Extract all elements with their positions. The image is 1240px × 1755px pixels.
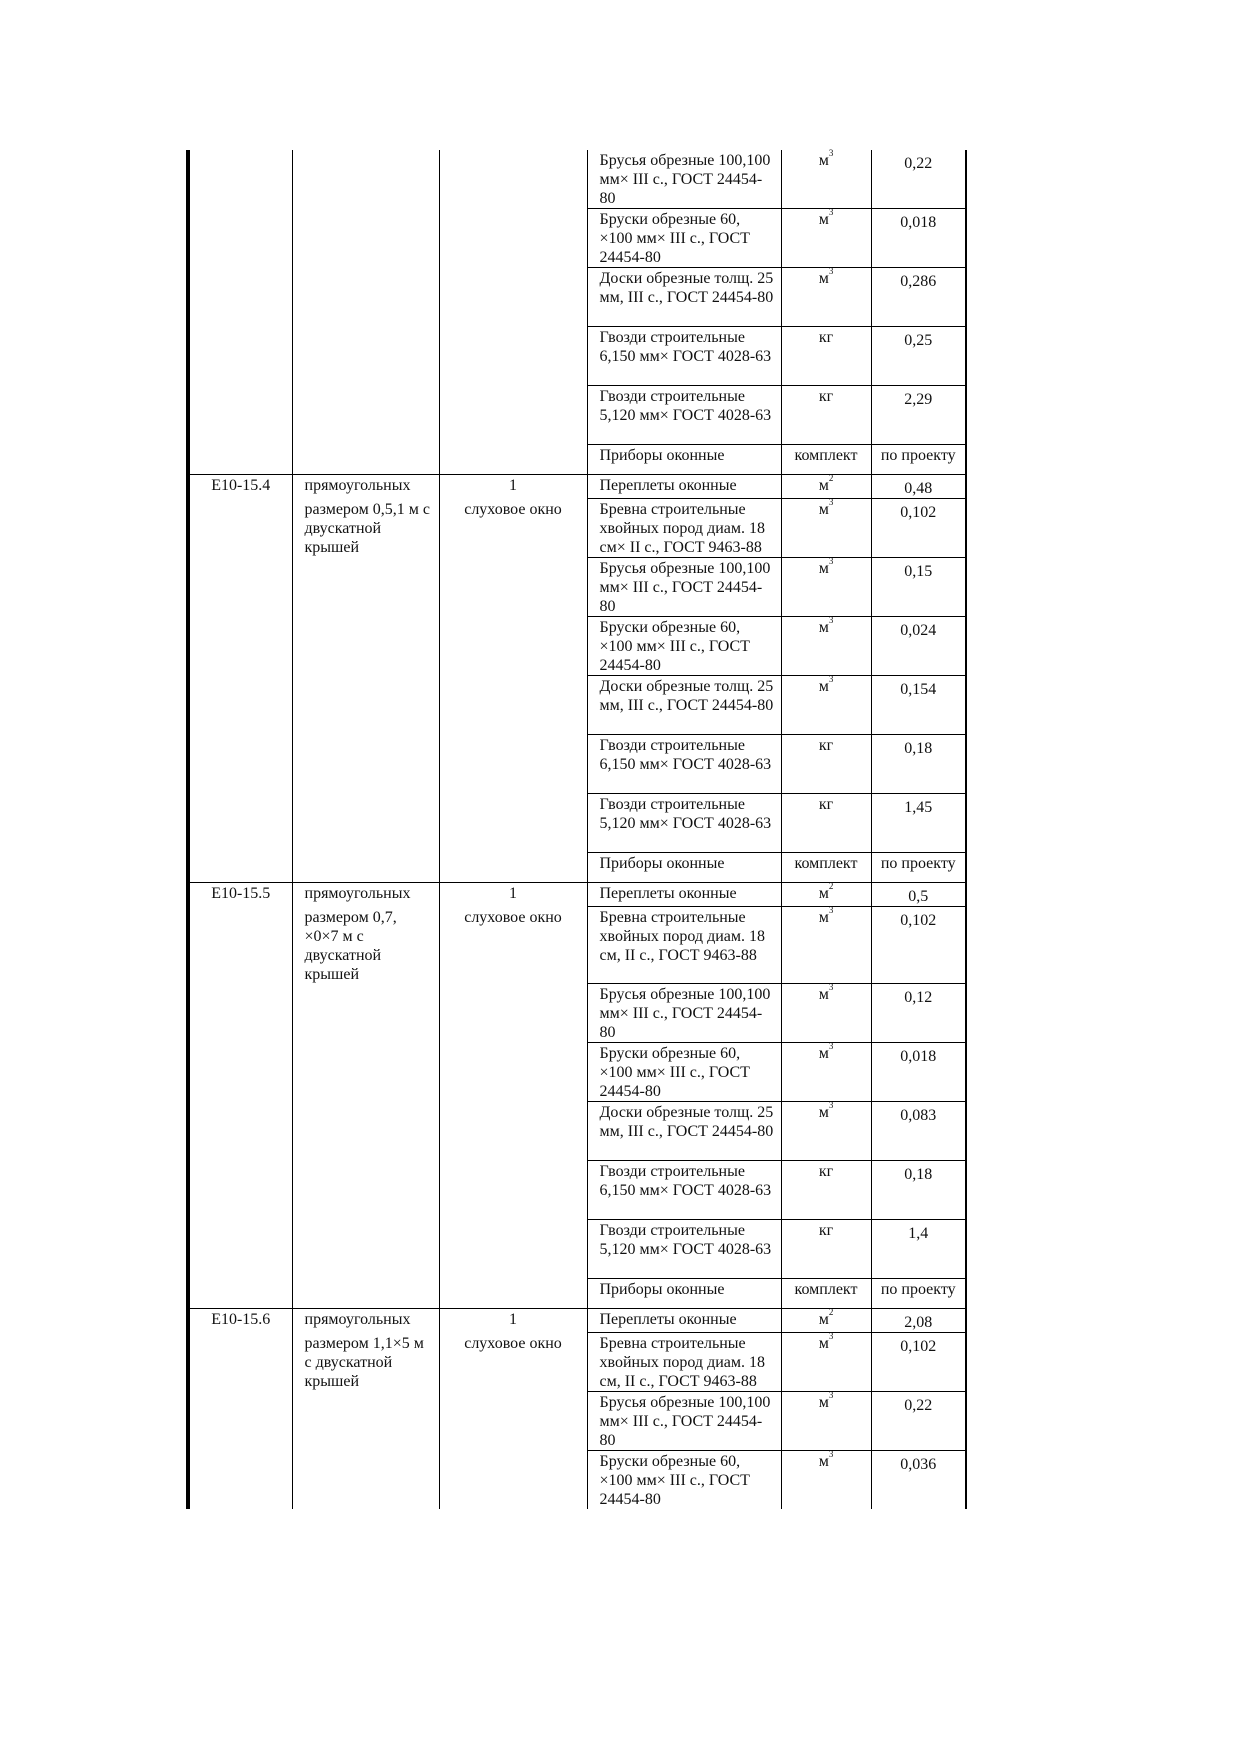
code-cell: [188, 907, 292, 984]
unit-cell: [781, 673, 871, 735]
unit-exponent: 3: [828, 496, 834, 507]
work-name-cell: [292, 1043, 439, 1102]
quantity-cell: 0,018: [871, 1043, 966, 1102]
quantity-cell: 0,036: [871, 1451, 966, 1510]
quantity-cell: 1,45: [871, 794, 966, 853]
count-cell: [439, 853, 587, 883]
unit-exponent: 3: [828, 1448, 834, 1459]
code-cell: [188, 1043, 292, 1102]
unit-text: кг: [818, 796, 834, 813]
unit-text: м: [818, 885, 829, 902]
count-cell: [439, 676, 587, 735]
unit-cell: [781, 794, 871, 853]
code-cell: Е10-15.4: [188, 475, 292, 499]
material-cell: Бруски обрезные 60, ×100 мм× III с., ГОСТ 24454-80: [587, 617, 781, 676]
unit-cell: [781, 445, 871, 475]
material-cell: Брусья обрезные 100,100 мм× III с., ГОСТ 24454-80: [587, 558, 781, 617]
quantity-cell: 0,25: [871, 327, 966, 386]
material-cell: Бревна строительные хвойных пород диам. 18 см, II с., ГОСТ 9463-88: [587, 907, 781, 984]
unit-cell: [781, 555, 871, 617]
table-row: [188, 499, 966, 558]
unit-text: комплект: [794, 855, 858, 872]
table-row: [188, 1220, 966, 1279]
count-cell: [439, 617, 587, 676]
unit-text: м: [818, 1311, 829, 1328]
quantity-cell: по проекту: [871, 853, 966, 883]
table-row: [188, 1392, 966, 1451]
table-row: [188, 150, 966, 209]
unit-exponent: 3: [828, 981, 834, 992]
table-row: [188, 558, 966, 617]
quantity-cell: 0,286: [871, 268, 966, 327]
unit-exponent: 2: [828, 1306, 834, 1317]
quantity-cell: 0,18: [871, 735, 966, 794]
material-cell: Брусья обрезные 100,100 мм× III с., ГОСТ 24454-80: [587, 150, 781, 209]
unit-text: м: [818, 1104, 829, 1121]
unit-text: комплект: [794, 1281, 858, 1298]
code-cell: [188, 1392, 292, 1451]
work-name-cell: размером 0,5,1 м с двускатной крышей: [292, 499, 439, 558]
code-cell: Е10-15.6: [188, 1309, 292, 1333]
table-row: [188, 794, 966, 853]
unit-exponent: 3: [828, 555, 834, 566]
unit-exponent: 3: [828, 614, 834, 625]
quantity-cell: 0,15: [871, 558, 966, 617]
unit-cell: [781, 981, 871, 1043]
code-cell: [188, 558, 292, 617]
unit-cell: [781, 904, 871, 984]
material-cell: Бревна строительные хвойных пород диам. 18 см, II с., ГОСТ 9463-88: [587, 1333, 781, 1392]
unit-exponent: 2: [828, 472, 834, 483]
count-cell: [439, 150, 587, 209]
material-cell: Гвозди строительные 6,150 мм× ГОСТ 4028-63: [587, 735, 781, 794]
table-row: [188, 735, 966, 794]
table-row: [188, 475, 966, 499]
code-cell: [188, 499, 292, 558]
table-row: [188, 907, 966, 984]
table-row: [188, 268, 966, 327]
quantity-cell: 0,22: [871, 1392, 966, 1451]
quantity-cell: 0,102: [871, 1333, 966, 1392]
table-row: [188, 984, 966, 1043]
work-name-cell: прямоугольных: [292, 883, 439, 907]
table-row: [188, 1451, 966, 1510]
table-row: [188, 617, 966, 676]
quantity-cell: 0,18: [871, 1161, 966, 1220]
unit-cell: [781, 1279, 871, 1309]
work-name-cell: [292, 853, 439, 883]
code-cell: [188, 735, 292, 794]
count-cell: [439, 386, 587, 445]
table-row: [188, 1309, 966, 1333]
unit-text: м: [818, 152, 829, 169]
count-cell: слуховое окно: [439, 907, 587, 984]
work-name-cell: [292, 1102, 439, 1161]
code-cell: [188, 209, 292, 268]
count-cell: [439, 1279, 587, 1309]
material-cell: Гвозди строительные 5,120 мм× ГОСТ 4028-63: [587, 1220, 781, 1279]
code-cell: [188, 1220, 292, 1279]
unit-exponent: 3: [828, 1330, 834, 1341]
unit-cell: [781, 1306, 871, 1333]
code-cell: [188, 150, 292, 209]
quantity-cell: 0,102: [871, 499, 966, 558]
count-cell: [439, 794, 587, 853]
unit-text: м: [818, 1394, 829, 1411]
work-name-cell: [292, 617, 439, 676]
table-row: [188, 1102, 966, 1161]
unit-cell: [781, 1448, 871, 1510]
unit-text: м: [818, 560, 829, 577]
norms-table-page: [186, 147, 964, 1509]
work-name-cell: [292, 676, 439, 735]
unit-text: м: [818, 270, 829, 287]
unit-cell: [781, 327, 871, 386]
code-cell: [188, 445, 292, 475]
count-cell: 1: [439, 475, 587, 499]
unit-cell: [781, 853, 871, 883]
unit-text: комплект: [794, 447, 858, 464]
unit-text: кг: [818, 1163, 834, 1180]
count-cell: [439, 735, 587, 794]
materials-table: [186, 147, 967, 1509]
material-cell: Переплеты оконные: [587, 475, 781, 499]
count-cell: [439, 1102, 587, 1161]
quantity-cell: 0,22: [871, 150, 966, 209]
unit-cell: [781, 1389, 871, 1451]
unit-exponent: 3: [828, 265, 834, 276]
unit-text: м: [818, 1453, 829, 1470]
quantity-cell: 2,29: [871, 386, 966, 445]
code-cell: [188, 794, 292, 853]
unit-text: м: [818, 1335, 829, 1352]
unit-cell: [781, 1040, 871, 1102]
unit-cell: [781, 1330, 871, 1392]
table-row: [188, 676, 966, 735]
quantity-cell: 0,024: [871, 617, 966, 676]
material-cell: Приборы оконные: [587, 853, 781, 883]
unit-exponent: 3: [828, 206, 834, 217]
work-name-cell: [292, 1220, 439, 1279]
unit-cell: [781, 472, 871, 499]
count-cell: [439, 327, 587, 386]
code-cell: [188, 1161, 292, 1220]
quantity-cell: 0,48: [871, 475, 966, 499]
work-name-cell: [292, 268, 439, 327]
material-cell: Переплеты оконные: [587, 1309, 781, 1333]
unit-exponent: 3: [828, 1099, 834, 1110]
code-cell: [188, 327, 292, 386]
unit-text: м: [818, 501, 829, 518]
quantity-cell: 0,5: [871, 883, 966, 907]
quantity-cell: 0,102: [871, 907, 966, 984]
table-row: [188, 1279, 966, 1309]
count-cell: 1: [439, 883, 587, 907]
unit-cell: [781, 386, 871, 445]
quantity-cell: 0,154: [871, 676, 966, 735]
material-cell: Бревна строительные хвойных пород диам. 18 см× II с., ГОСТ 9463-88: [587, 499, 781, 558]
work-name-cell: размером 1,1×5 м с двускатной крышей: [292, 1333, 439, 1392]
code-cell: [188, 853, 292, 883]
count-cell: [439, 1220, 587, 1279]
code-cell: [188, 984, 292, 1043]
count-cell: [439, 445, 587, 475]
quantity-cell: 0,018: [871, 209, 966, 268]
work-name-cell: [292, 794, 439, 853]
unit-text: кг: [818, 1222, 834, 1239]
work-name-cell: [292, 1279, 439, 1309]
table-row: [188, 445, 966, 475]
code-cell: [188, 1279, 292, 1309]
materials-table-body: [188, 147, 966, 1509]
work-name-cell: [292, 445, 439, 475]
material-cell: Доски обрезные толщ. 25 мм, III с., ГОСТ 24454-80: [587, 268, 781, 327]
count-cell: 1: [439, 1309, 587, 1333]
unit-cell: [781, 147, 871, 209]
code-cell: [188, 617, 292, 676]
code-cell: [188, 268, 292, 327]
unit-exponent: 3: [828, 1389, 834, 1400]
table-row: [188, 1333, 966, 1392]
unit-exponent: 3: [828, 673, 834, 684]
work-name-cell: [292, 558, 439, 617]
work-name-cell: размером 0,7, ×0×7 м с двускатной крышей: [292, 907, 439, 984]
code-cell: [188, 1333, 292, 1392]
unit-text: м: [818, 678, 829, 695]
work-name-cell: [292, 1161, 439, 1220]
work-name-cell: [292, 735, 439, 794]
work-name-cell: [292, 209, 439, 268]
unit-text: кг: [818, 737, 834, 754]
material-cell: Бруски обрезные 60, ×100 мм× III с., ГОСТ 24454-80: [587, 209, 781, 268]
material-cell: Бруски обрезные 60, ×100 мм× III с., ГОСТ 24454-80: [587, 1043, 781, 1102]
work-name-cell: [292, 1451, 439, 1510]
quantity-cell: 0,083: [871, 1102, 966, 1161]
unit-text: м: [818, 619, 829, 636]
work-name-cell: прямоугольных: [292, 1309, 439, 1333]
material-cell: Гвозди строительные 5,120 мм× ГОСТ 4028-63: [587, 386, 781, 445]
quantity-cell: 1,4: [871, 1220, 966, 1279]
material-cell: Приборы оконные: [587, 1279, 781, 1309]
material-cell: Брусья обрезные 100,100 мм× III с., ГОСТ 24454-80: [587, 984, 781, 1043]
work-name-cell: [292, 327, 439, 386]
unit-cell: [781, 1220, 871, 1279]
count-cell: слуховое окно: [439, 499, 587, 558]
code-cell: [188, 386, 292, 445]
unit-text: м: [818, 986, 829, 1003]
table-row: [188, 386, 966, 445]
material-cell: Гвозди строительные 6,150 мм× ГОСТ 4028-63: [587, 327, 781, 386]
unit-cell: [781, 735, 871, 794]
count-cell: [439, 268, 587, 327]
material-cell: Гвозди строительные 6,150 мм× ГОСТ 4028-63: [587, 1161, 781, 1220]
material-cell: Доски обрезные толщ. 25 мм, III с., ГОСТ 24454-80: [587, 676, 781, 735]
material-cell: Переплеты оконные: [587, 883, 781, 907]
material-cell: Приборы оконные: [587, 445, 781, 475]
unit-cell: [781, 614, 871, 676]
unit-exponent: 3: [828, 147, 834, 158]
code-cell: [188, 676, 292, 735]
code-cell: Е10-15.5: [188, 883, 292, 907]
code-cell: [188, 1451, 292, 1510]
work-name-cell: [292, 150, 439, 209]
material-cell: Брусья обрезные 100,100 мм× III с., ГОСТ 24454-80: [587, 1392, 781, 1451]
material-cell: Бруски обрезные 60, ×100 мм× III с., ГОСТ 24454-80: [587, 1451, 781, 1510]
unit-text: м: [818, 477, 829, 494]
quantity-cell: 0,12: [871, 984, 966, 1043]
unit-text: м: [818, 1045, 829, 1062]
unit-cell: [781, 265, 871, 327]
unit-cell: [781, 496, 871, 558]
unit-text: кг: [818, 329, 834, 346]
work-name-cell: [292, 386, 439, 445]
count-cell: [439, 984, 587, 1043]
count-cell: [439, 1451, 587, 1510]
unit-cell: [781, 1099, 871, 1161]
quantity-cell: 2,08: [871, 1309, 966, 1333]
table-row: [188, 853, 966, 883]
work-name-cell: прямоугольных: [292, 475, 439, 499]
unit-exponent: 2: [828, 880, 834, 891]
material-cell: Доски обрезные толщ. 25 мм, III с., ГОСТ 24454-80: [587, 1102, 781, 1161]
count-cell: [439, 1392, 587, 1451]
quantity-cell: по проекту: [871, 1279, 966, 1309]
count-cell: [439, 1161, 587, 1220]
work-name-cell: [292, 1392, 439, 1451]
count-cell: [439, 558, 587, 617]
unit-cell: [781, 1161, 871, 1220]
material-cell: Гвозди строительные 5,120 мм× ГОСТ 4028-63: [587, 794, 781, 853]
unit-text: м: [818, 211, 829, 228]
table-row: [188, 327, 966, 386]
count-cell: [439, 209, 587, 268]
unit-cell: [781, 880, 871, 907]
table-row: [188, 1043, 966, 1102]
count-cell: [439, 1043, 587, 1102]
quantity-cell: по проекту: [871, 445, 966, 475]
unit-cell: [781, 206, 871, 268]
unit-text: м: [818, 909, 829, 926]
unit-exponent: 3: [828, 1040, 834, 1051]
unit-exponent: 3: [828, 904, 834, 915]
code-cell: [188, 1102, 292, 1161]
table-row: [188, 209, 966, 268]
count-cell: слуховое окно: [439, 1333, 587, 1392]
unit-text: кг: [818, 388, 834, 405]
table-row: [188, 883, 966, 907]
work-name-cell: [292, 984, 439, 1043]
table-row: [188, 1161, 966, 1220]
